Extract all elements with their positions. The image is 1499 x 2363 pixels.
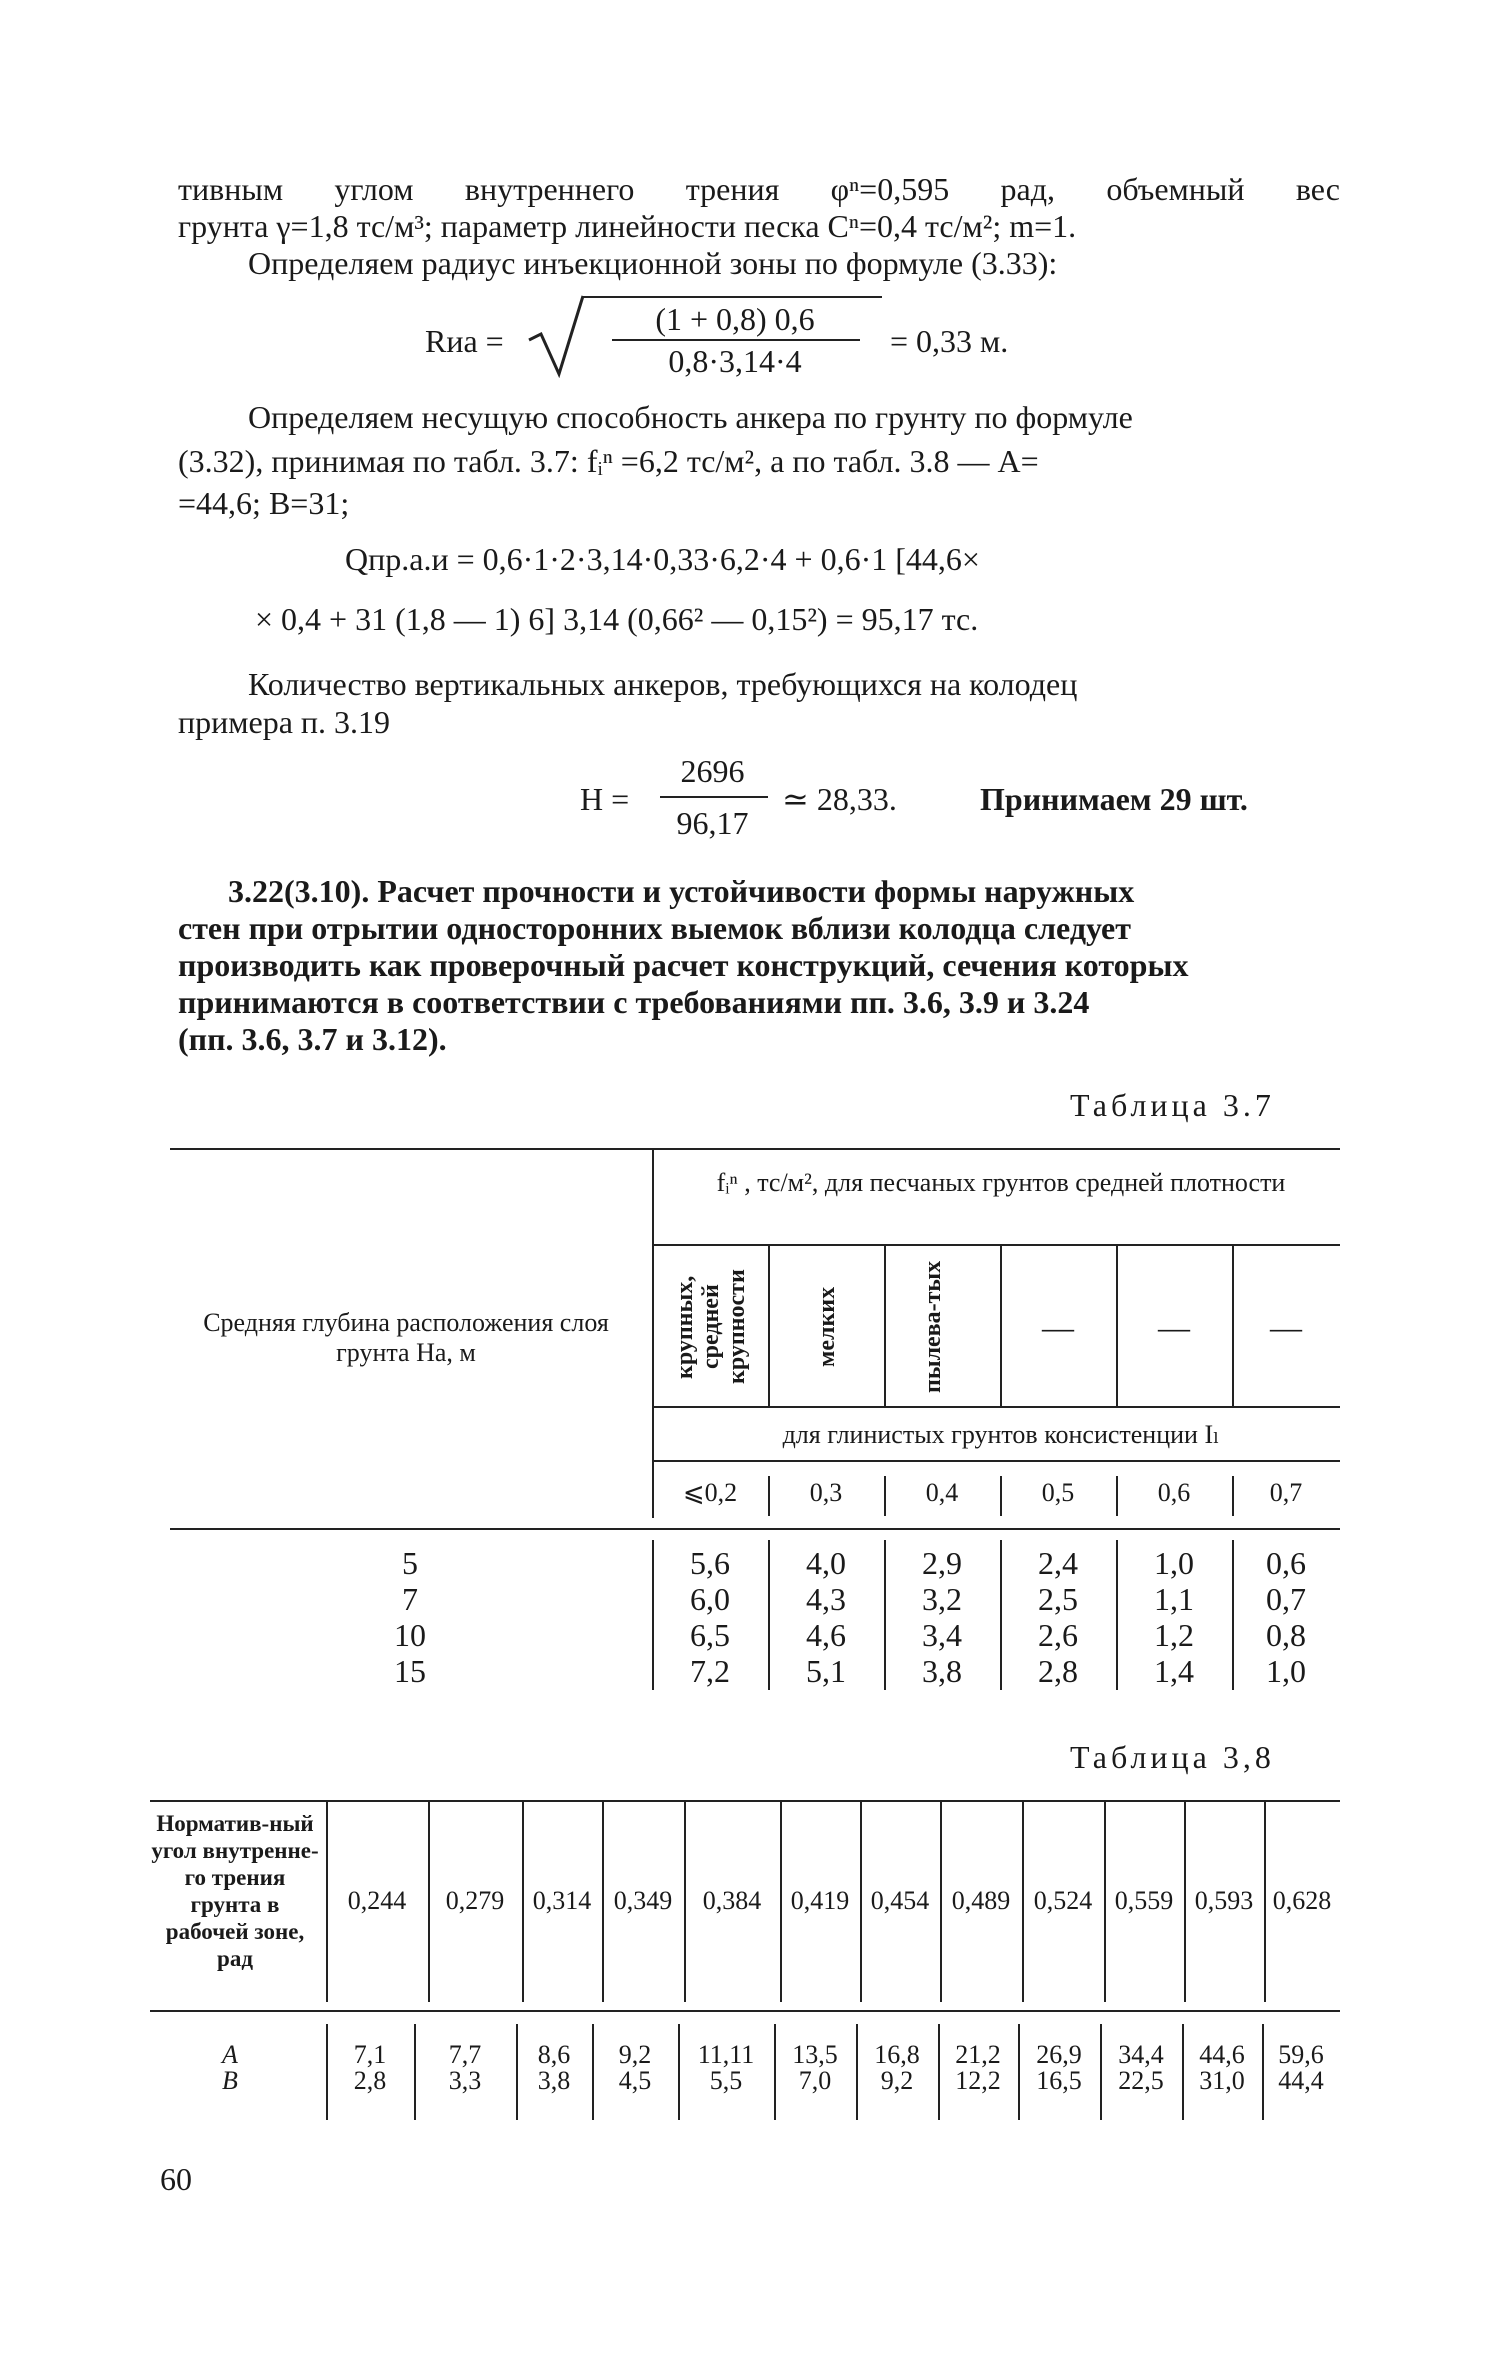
formula-q-line-1: Qпр.а.и = 0,6·1·2·3,14·0,33·6,2·4 + 0,6·1 [44,6× (345, 541, 980, 577)
bold-line-5: (пп. 3.6, 3.7 и 3.12). (178, 1021, 447, 1057)
a-cell: 16,8 (874, 2040, 920, 2069)
fraction-bar (612, 339, 860, 341)
column-divider (1000, 1476, 1002, 1516)
b-cell: 3,8 (537, 2066, 571, 2095)
a-cell: 34,4 (1118, 2040, 1164, 2069)
table-cell: 2,4 (1038, 1545, 1078, 1581)
b-cell: 7,0 (798, 2066, 832, 2095)
column-divider (652, 1150, 654, 1518)
table-cell: 7,2 (690, 1653, 730, 1689)
text-line-5: (3.32), принимая по табл. 3.7: fᵢⁿ =6,2 тс/м², а по табл. 3.8 — A= (178, 443, 1039, 479)
fraction-bar (660, 796, 768, 798)
text-line-8: примера п. 3.19 (178, 704, 391, 740)
table-3-8-caption: Таблица 3,8 (1070, 1739, 1275, 1775)
bold-line-1: 3.22(3.10). Расчет прочности и устойчивости формы наружных (228, 873, 1135, 909)
a-cell: 7,7 (448, 2040, 482, 2069)
table-cell: 3,4 (922, 1617, 962, 1653)
text-line-6: =44,6; B=31; (178, 485, 350, 521)
angle-cell: 0,419 (790, 1886, 850, 1915)
text-line-7: Количество вертикальных анкеров, требующихся на колодец (248, 666, 1078, 702)
table-cell: 2,6 (1038, 1617, 1078, 1653)
angle-cell: 0,349 (613, 1886, 673, 1915)
a-cell: 7,1 (353, 2040, 387, 2069)
depth-cell: 7 (402, 1581, 418, 1617)
sand-col-header: — (1270, 1309, 1302, 1345)
depth-cell: 10 (394, 1617, 426, 1653)
angle-cell: 0,628 (1272, 1886, 1332, 1915)
angle-cell: 0,384 (702, 1886, 762, 1915)
table-cell: 2,5 (1038, 1581, 1078, 1617)
table-cell: 0,8 (1266, 1617, 1306, 1653)
a-cell: 59,6 (1278, 2040, 1324, 2069)
bold-line-2: стен при отрытии односторонних выемок вблизи колодца следует (178, 910, 1131, 946)
table-cell: 1,0 (1154, 1545, 1194, 1581)
table-cell: 1,0 (1266, 1653, 1306, 1689)
header-bottom-rule (170, 1528, 1340, 1530)
column-divider (1232, 1476, 1234, 1516)
a-cell: 9,2 (618, 2040, 652, 2069)
sqrt-overline (582, 296, 882, 298)
angle-cell: 0,279 (445, 1886, 505, 1915)
column-divider (768, 1476, 770, 1516)
column-divider (1116, 1476, 1118, 1516)
table-cell: 5,1 (806, 1653, 846, 1689)
angle-cell: 0,454 (870, 1886, 930, 1915)
b-cell: 3,3 (448, 2066, 482, 2095)
table-cell: 3,2 (922, 1581, 962, 1617)
formula-h-lhs: H = (580, 781, 630, 817)
header-rule (654, 1406, 1340, 1408)
table-cell: 1,4 (1154, 1653, 1194, 1689)
a-cell: 26,9 (1036, 2040, 1082, 2069)
angle-cell: 0,244 (347, 1886, 407, 1915)
clay-col-header: 0,6 (1157, 1478, 1191, 1507)
a-cell: 21,2 (955, 2040, 1001, 2069)
clay-col-header: 0,3 (809, 1478, 843, 1507)
column-divider (884, 1246, 886, 1406)
sqrt-icon (525, 292, 587, 378)
table-3-7-group-header: fᵢⁿ , тс/м², для песчаных грунтов средней плотности (716, 1168, 1286, 1197)
table-cell: 3,8 (922, 1653, 962, 1689)
bold-line-3: производить как проверочный расчет конструкций, сечения которых (178, 947, 1189, 983)
bold-line-4: принимаются в соответствии с требованиями пп. 3.6, 3.9 и 3.24 (178, 984, 1090, 1020)
formula-h-result: ≃ 28,33. (782, 781, 897, 817)
table-cell: 4,3 (806, 1581, 846, 1617)
sand-col-header: — (1042, 1309, 1074, 1345)
formula-q-line-2: × 0,4 + 31 (1,8 — 1) 6] 3,14 (0,66² — 0,15²) = 95,17 тс. (255, 601, 979, 637)
table-cell: 0,7 (1266, 1581, 1306, 1617)
a-cell: 8,6 (537, 2040, 571, 2069)
a-cell: 11,11 (697, 2040, 755, 2069)
b-cell: 16,5 (1036, 2066, 1082, 2095)
table-cell: 6,0 (690, 1581, 730, 1617)
text-line-2: грунта γ=1,8 тс/м³; параметр линейности песка Cⁿ=0,4 тс/м²; m=1. (178, 208, 1077, 244)
angle-cell: 0,489 (951, 1886, 1011, 1915)
clay-col-header: 0,4 (925, 1478, 959, 1507)
page-number: 60 (160, 2161, 192, 2197)
row-label-b: B (222, 2066, 238, 2095)
table-cell: 4,0 (806, 1545, 846, 1581)
text-line-1: тивным углом внутреннего трения φⁿ=0,595 рад, объемный вес (178, 171, 1340, 207)
table-3-7-caption: Таблица 3.7 (1070, 1087, 1275, 1123)
b-cell: 44,4 (1278, 2066, 1324, 2095)
table-3-8-row-header: Норматив-ный угол внутренне-го трения грунта в рабочей зоне, рад (151, 1811, 319, 1971)
table-cell: 2,8 (1038, 1653, 1078, 1689)
depth-cell: 5 (402, 1545, 418, 1581)
formula-h-accepted: Принимаем 29 шт. (980, 781, 1248, 817)
formula-h-numerator: 2696 (680, 753, 745, 789)
depth-cell: 15 (394, 1653, 426, 1689)
clay-col-header: 0,7 (1269, 1478, 1303, 1507)
formula-r-denominator: 0,8·3,14·4 (668, 343, 802, 379)
clay-header: для глинистых грунтов консистенции Iₗ (782, 1420, 1220, 1449)
table-cell: 5,6 (690, 1545, 730, 1581)
a-cell: 44,6 (1199, 2040, 1245, 2069)
clay-col-header: 0,5 (1041, 1478, 1075, 1507)
row-label-a: A (222, 2040, 238, 2069)
header-rule (654, 1460, 1340, 1462)
sand-col-header: мелких (814, 1286, 840, 1368)
a-cell: 13,5 (792, 2040, 838, 2069)
b-cell: 22,5 (1118, 2066, 1164, 2095)
column-divider (884, 1476, 886, 1516)
angle-cell: 0,524 (1033, 1886, 1093, 1915)
column-divider (768, 1246, 770, 1406)
sand-col-header: пылева-тых (920, 1260, 946, 1394)
table-top-rule (170, 1148, 1340, 1150)
b-cell: 12,2 (955, 2066, 1001, 2095)
angle-cell: 0,593 (1194, 1886, 1254, 1915)
clay-col-header: ⩽0,2 (682, 1478, 738, 1507)
formula-r-lhs: Rиа = (425, 323, 504, 359)
table-cell: 4,6 (806, 1617, 846, 1653)
text-line-4: Определяем несущую способность анкера по грунту по формуле (248, 399, 1133, 435)
b-cell: 5,5 (709, 2066, 743, 2095)
b-cell: 2,8 (353, 2066, 387, 2095)
formula-h-denominator: 96,17 (676, 805, 749, 841)
table-cell: 1,1 (1154, 1581, 1194, 1617)
text-line-3: Определяем радиус инъекционной зоны по формуле (3.33): (248, 245, 1058, 281)
angle-cell: 0,559 (1114, 1886, 1174, 1915)
table-cell: 1,2 (1154, 1617, 1194, 1653)
formula-r-result: = 0,33 м. (890, 323, 1009, 359)
b-cell: 31,0 (1199, 2066, 1245, 2095)
table-top-rule (150, 1800, 1340, 1802)
header-bottom-rule (150, 2010, 1340, 2012)
sand-col-header: — (1158, 1309, 1190, 1345)
sand-col-header: крупных, средней крупности (672, 1269, 750, 1385)
header-rule (654, 1244, 1340, 1246)
table-cell: 0,6 (1266, 1545, 1306, 1581)
b-cell: 4,5 (618, 2066, 652, 2095)
table-cell: 6,5 (690, 1617, 730, 1653)
formula-r-numerator: (1 + 0,8) 0,6 (655, 301, 815, 337)
table-3-7-row-header: Средняя глубина расположения слоя грунта Hа, м (203, 1308, 609, 1367)
table-cell: 2,9 (922, 1545, 962, 1581)
angle-cell: 0,314 (532, 1886, 592, 1915)
b-cell: 9,2 (880, 2066, 914, 2095)
